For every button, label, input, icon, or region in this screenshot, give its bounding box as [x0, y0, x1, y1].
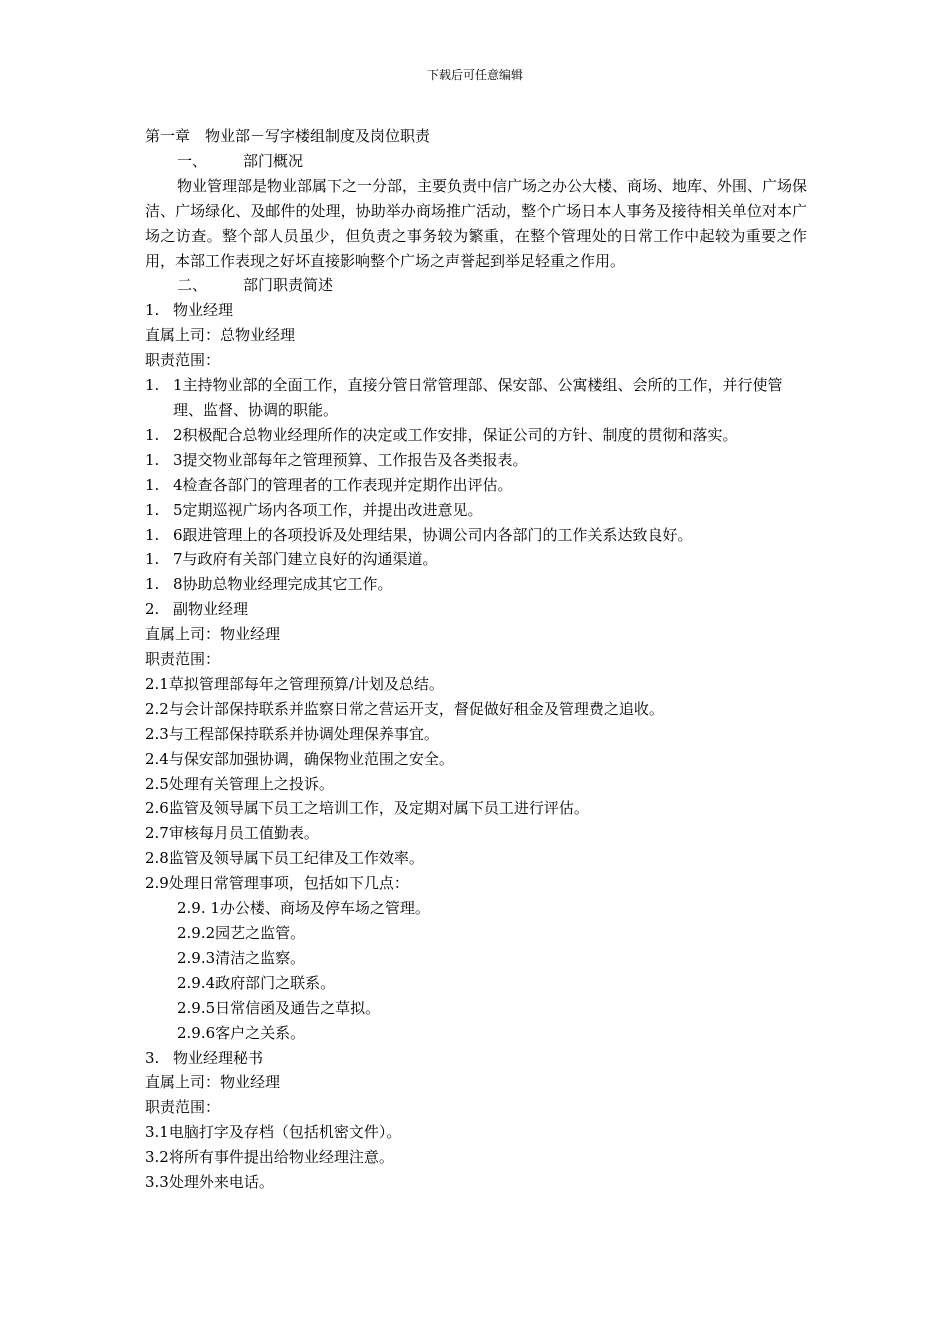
- list-item: 1. 7与政府有关部门建立良好的沟通渠道。: [145, 550, 438, 569]
- list-item: 2.9处理日常管理事项，包括如下几点：: [145, 874, 409, 893]
- sub-list-item: 2.9.5日常信函及通告之草拟。: [177, 998, 381, 1017]
- role-1-scope-label: 职责范围：: [145, 351, 221, 370]
- role-1-superior: 直属上司：总物业经理: [145, 326, 296, 345]
- chapter-title: 第一章 物业部－写字楼组制度及岗位职责: [145, 127, 431, 145]
- section-2-number: 二、: [177, 276, 208, 295]
- role-3-title: 物业经理秘书: [173, 1048, 264, 1067]
- list-item: 2.2与会计部保持联系并监察日常之营运开支，督促做好租金及管理费之追收。: [145, 699, 664, 718]
- overview-paragraph: 物业管理部是物业部属下之一分部，主要负责中信广场之办公大楼、商场、地库、外围、广场保洁、广场绿化、及邮件的处理，协助举办商场推广活动，整个广场日本人事务及接待相关单位对本广场之访查。整个部人员虽少，但负责之事务较为繁重，在整个管理处的日常工作中起较为重要之作用，本部工作表现之好坏直接影响整个广场之声誉起到举足轻重之作用。: [145, 176, 808, 270]
- sub-list-item: 2.9.4政府部门之联系。: [177, 973, 336, 992]
- role-3-superior: 直属上司：物业经理: [145, 1073, 281, 1092]
- section-1-title: 部门概况: [243, 151, 304, 170]
- sub-list-item: 2.9. 1办公楼、商场及停车场之管理。: [177, 899, 430, 918]
- list-item: 1. 5定期巡视广场内各项工作，并提出改进意见。: [145, 500, 483, 519]
- list-item: 2.8监管及领导属下员工纪律及工作效率。: [145, 849, 424, 868]
- role-1-number: 1.: [145, 301, 160, 320]
- role-2-heading: [145, 597, 807, 622]
- list-item: 1. 2积极配合总物业经理所作的决定或工作安排，保证公司的方针、制度的贯彻和落实。: [145, 425, 738, 444]
- list-item: 1. 4检查各部门的管理者的工作表现并定期作出评估。: [145, 475, 513, 494]
- sub-list-item: 2.9.3清洁之监察。: [177, 948, 306, 967]
- section-2-title: 部门职责简述: [243, 276, 334, 295]
- role-1-title: 物业经理: [173, 301, 234, 320]
- page-header: 下载后可任意编辑: [426, 68, 523, 82]
- list-item: 1. 1主持物业部的全面工作，直接分管日常管理部、保安部、公寓楼组、会所的工作，并行使管理、监督、协调的职能。: [145, 376, 783, 419]
- section-1-number: 一、: [177, 151, 208, 170]
- list-item: 1. 8协助总物业经理完成其它工作。: [145, 575, 393, 594]
- role-2-scope-label: 职责范围：: [145, 650, 221, 669]
- list-item: 2.5处理有关管理上之投诉。: [145, 774, 334, 793]
- list-item: 2.4与保安部加强协调，确保物业范围之安全。: [145, 749, 454, 768]
- list-item: 3.2将所有事件提出给物业经理注意。: [145, 1148, 394, 1167]
- role-2-superior: 直属上司：物业经理: [145, 625, 281, 644]
- list-item: 1. 3提交物业部每年之管理预算、工作报告及各类报表。: [145, 450, 528, 469]
- list-item: 2.6监管及领导属下员工之培训工作，及定期对属下员工进行评估。: [145, 799, 589, 818]
- sub-list-item: 2.9.2园艺之监管。: [177, 924, 306, 942]
- section-2-heading: [145, 273, 807, 298]
- list-item: 1. 6跟进管理上的各项投诉及处理结果，协调公司内各部门的工作关系达致良好。: [145, 525, 693, 544]
- role-1-heading: [145, 298, 807, 323]
- list-item: 3.3处理外来电话。: [145, 1173, 274, 1192]
- role-3-number: 3.: [145, 1048, 160, 1067]
- list-item: 2.3与工程部保持联系并协调处理保养事宜。: [145, 724, 439, 743]
- document-body: [145, 124, 807, 1195]
- role-2-number: 2.: [145, 600, 160, 619]
- sub-list-item: 2.9.6客户之关系。: [177, 1023, 306, 1042]
- section-1-heading: [145, 149, 807, 174]
- role-2-title: 副物业经理: [173, 600, 249, 619]
- list-item: 3.1电脑打字及存档（包括机密文件）。: [145, 1123, 402, 1142]
- list-item: 2.7审核每月员工值勤表。: [145, 824, 319, 843]
- role-3-scope-label: 职责范围：: [145, 1098, 221, 1117]
- list-item: 2.1草拟管理部每年之管理预算/计划及总结。: [145, 674, 444, 693]
- role-3-heading: [145, 1046, 807, 1071]
